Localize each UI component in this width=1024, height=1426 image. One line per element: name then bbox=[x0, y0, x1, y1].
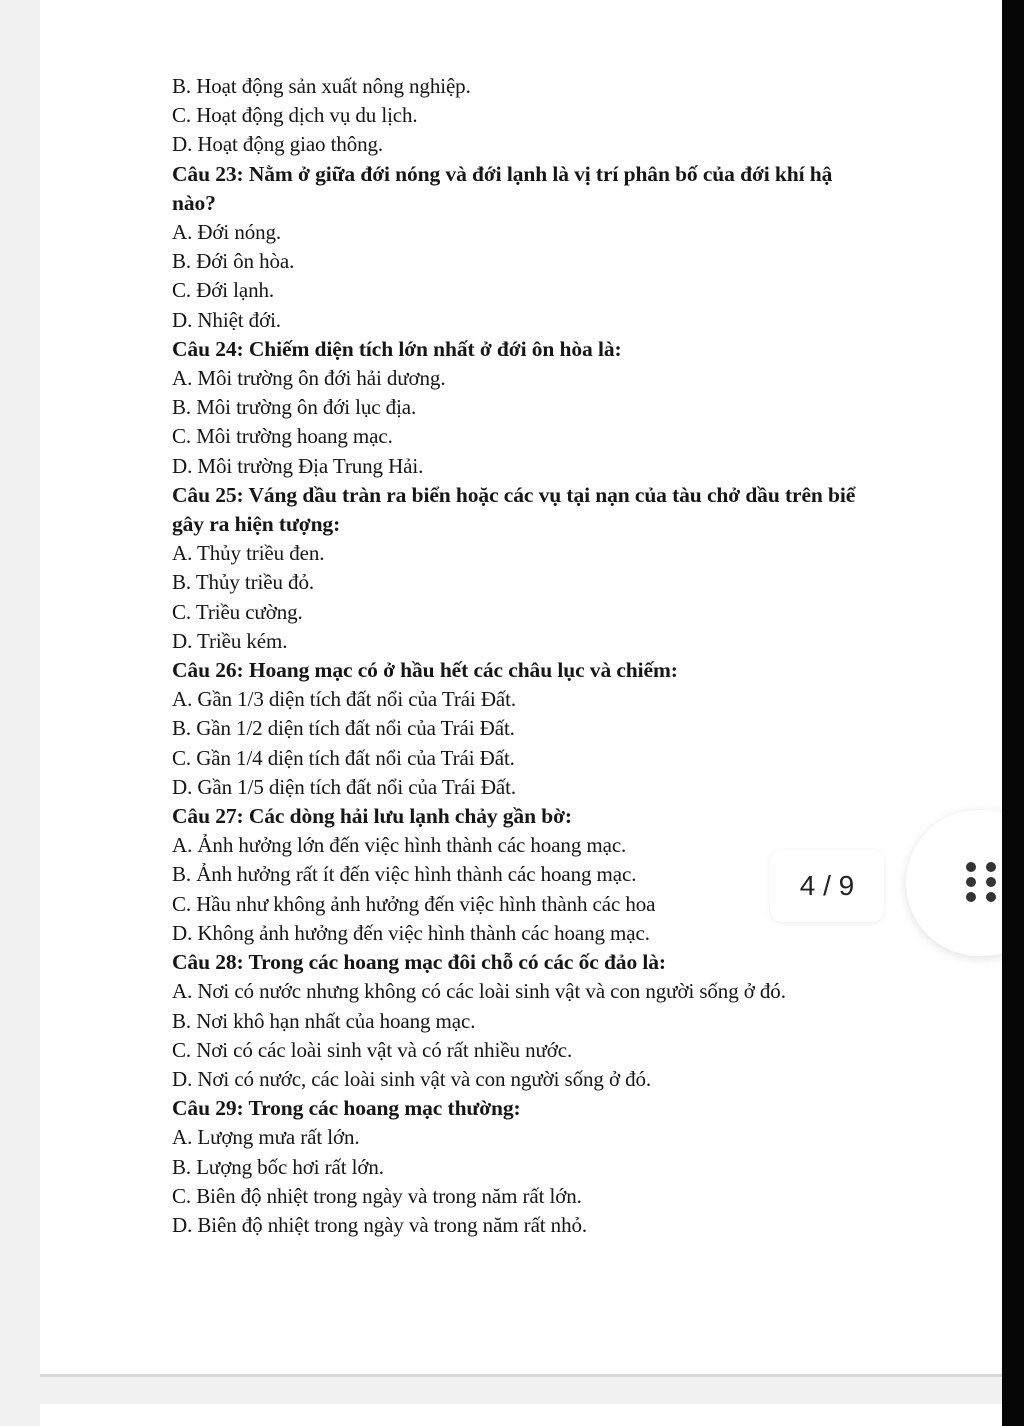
answer-line: B. Thủy triều đỏ. bbox=[172, 570, 314, 595]
answer-line: C. Đới lạnh. bbox=[172, 278, 275, 303]
grid-dots-icon bbox=[966, 862, 1002, 902]
answer-line: A. Thủy triều đen. bbox=[172, 541, 325, 566]
question-line: Câu 23: Nằm ở giữa đới nóng và đới lạnh là vị trí phân bố của đới khí hậ bbox=[172, 161, 833, 186]
answer-line: C. Hầu như không ảnh hưởng đến việc hình thành các hoa bbox=[172, 891, 656, 916]
answer-line: A. Đới nóng. bbox=[172, 220, 282, 245]
answer-line: C. Biên độ nhiệt trong ngày và trong năm rất lớn. bbox=[172, 1183, 582, 1208]
answer-line: C. Môi trường hoang mạc. bbox=[172, 424, 393, 449]
answer-line: C. Hoạt động dịch vụ du lịch. bbox=[172, 103, 418, 128]
answer-line: B. Ảnh hưởng rất ít đến việc hình thành các hoang mạc. bbox=[172, 862, 637, 887]
page-indicator bbox=[770, 850, 884, 922]
answer-line: D. Môi trường Địa Trung Hải. bbox=[172, 453, 424, 478]
answer-line: C. Nơi có các loài sinh vật và có rất nhiều nước. bbox=[172, 1037, 573, 1062]
answer-line: D. Nơi có nước, các loài sinh vật và con người sống ở đó. bbox=[172, 1066, 652, 1091]
document-text bbox=[172, 72, 1012, 1240]
answer-line: D. Biên độ nhiệt trong ngày và trong năm rất nhỏ. bbox=[172, 1212, 588, 1237]
answer-line: A. Lượng mưa rất lớn. bbox=[172, 1125, 360, 1150]
answer-line: A. Nơi có nước nhưng không có các loài sinh vật và con người sống ở đó. bbox=[172, 979, 786, 1004]
question-line: Câu 26: Hoang mạc có ở hầu hết các châu lục và chiếm: bbox=[172, 658, 678, 683]
answer-line: D. Gần 1/5 diện tích đất nổi của Trái Đất. bbox=[172, 774, 516, 799]
question-line: Câu 25: Váng dầu tràn ra biển hoặc các vụ tại nạn của tàu chở dầu trên biể bbox=[172, 482, 856, 507]
question-line: Câu 29: Trong các hoang mạc thường: bbox=[172, 1096, 521, 1121]
answer-line: B. Gần 1/2 diện tích đất nổi của Trái Đất. bbox=[172, 716, 515, 741]
answer-line: D. Nhiệt đới. bbox=[172, 307, 281, 332]
question-line: Câu 24: Chiếm diện tích lớn nhất ở đới ôn hòa là: bbox=[172, 336, 622, 361]
answer-line: D. Triều kém. bbox=[172, 628, 288, 653]
page-indicator-label: 4 / 9 bbox=[799, 870, 855, 901]
next-document-page bbox=[40, 1404, 1002, 1426]
question-line: Câu 27: Các dòng hải lưu lạnh chảy gần bờ: bbox=[172, 804, 572, 829]
answer-line: B. Hoạt động sản xuất nông nghiệp. bbox=[172, 74, 471, 98]
answer-line: A. Ảnh hưởng lớn đến việc hình thành các hoang mạc. bbox=[172, 833, 627, 858]
screen-edge bbox=[1002, 0, 1024, 1426]
answer-line: A. Môi trường ôn đới hải dương. bbox=[172, 366, 446, 391]
answer-line: C. Triều cường. bbox=[172, 599, 303, 624]
answer-line: D. Không ảnh hưởng đến việc hình thành các hoang mạc. bbox=[172, 920, 650, 945]
answer-line: B. Môi trường ôn đới lục địa. bbox=[172, 395, 417, 420]
answer-line: A. Gần 1/3 diện tích đất nổi của Trái Đất. bbox=[172, 687, 516, 712]
question-line: nào? bbox=[172, 190, 216, 215]
answer-line: D. Hoạt động giao thông. bbox=[172, 132, 384, 157]
answer-line: B. Lượng bốc hơi rất lớn. bbox=[172, 1154, 384, 1179]
question-line: gây ra hiện tượng: bbox=[172, 512, 341, 537]
answer-line: C. Gần 1/4 diện tích đất nổi của Trái Đất. bbox=[172, 745, 515, 770]
answer-line: B. Đới ôn hòa. bbox=[172, 249, 295, 274]
answer-line: B. Nơi khô hạn nhất của hoang mạc. bbox=[172, 1008, 476, 1033]
question-line: Câu 28: Trong các hoang mạc đôi chỗ có các ốc đảo là: bbox=[172, 950, 666, 975]
